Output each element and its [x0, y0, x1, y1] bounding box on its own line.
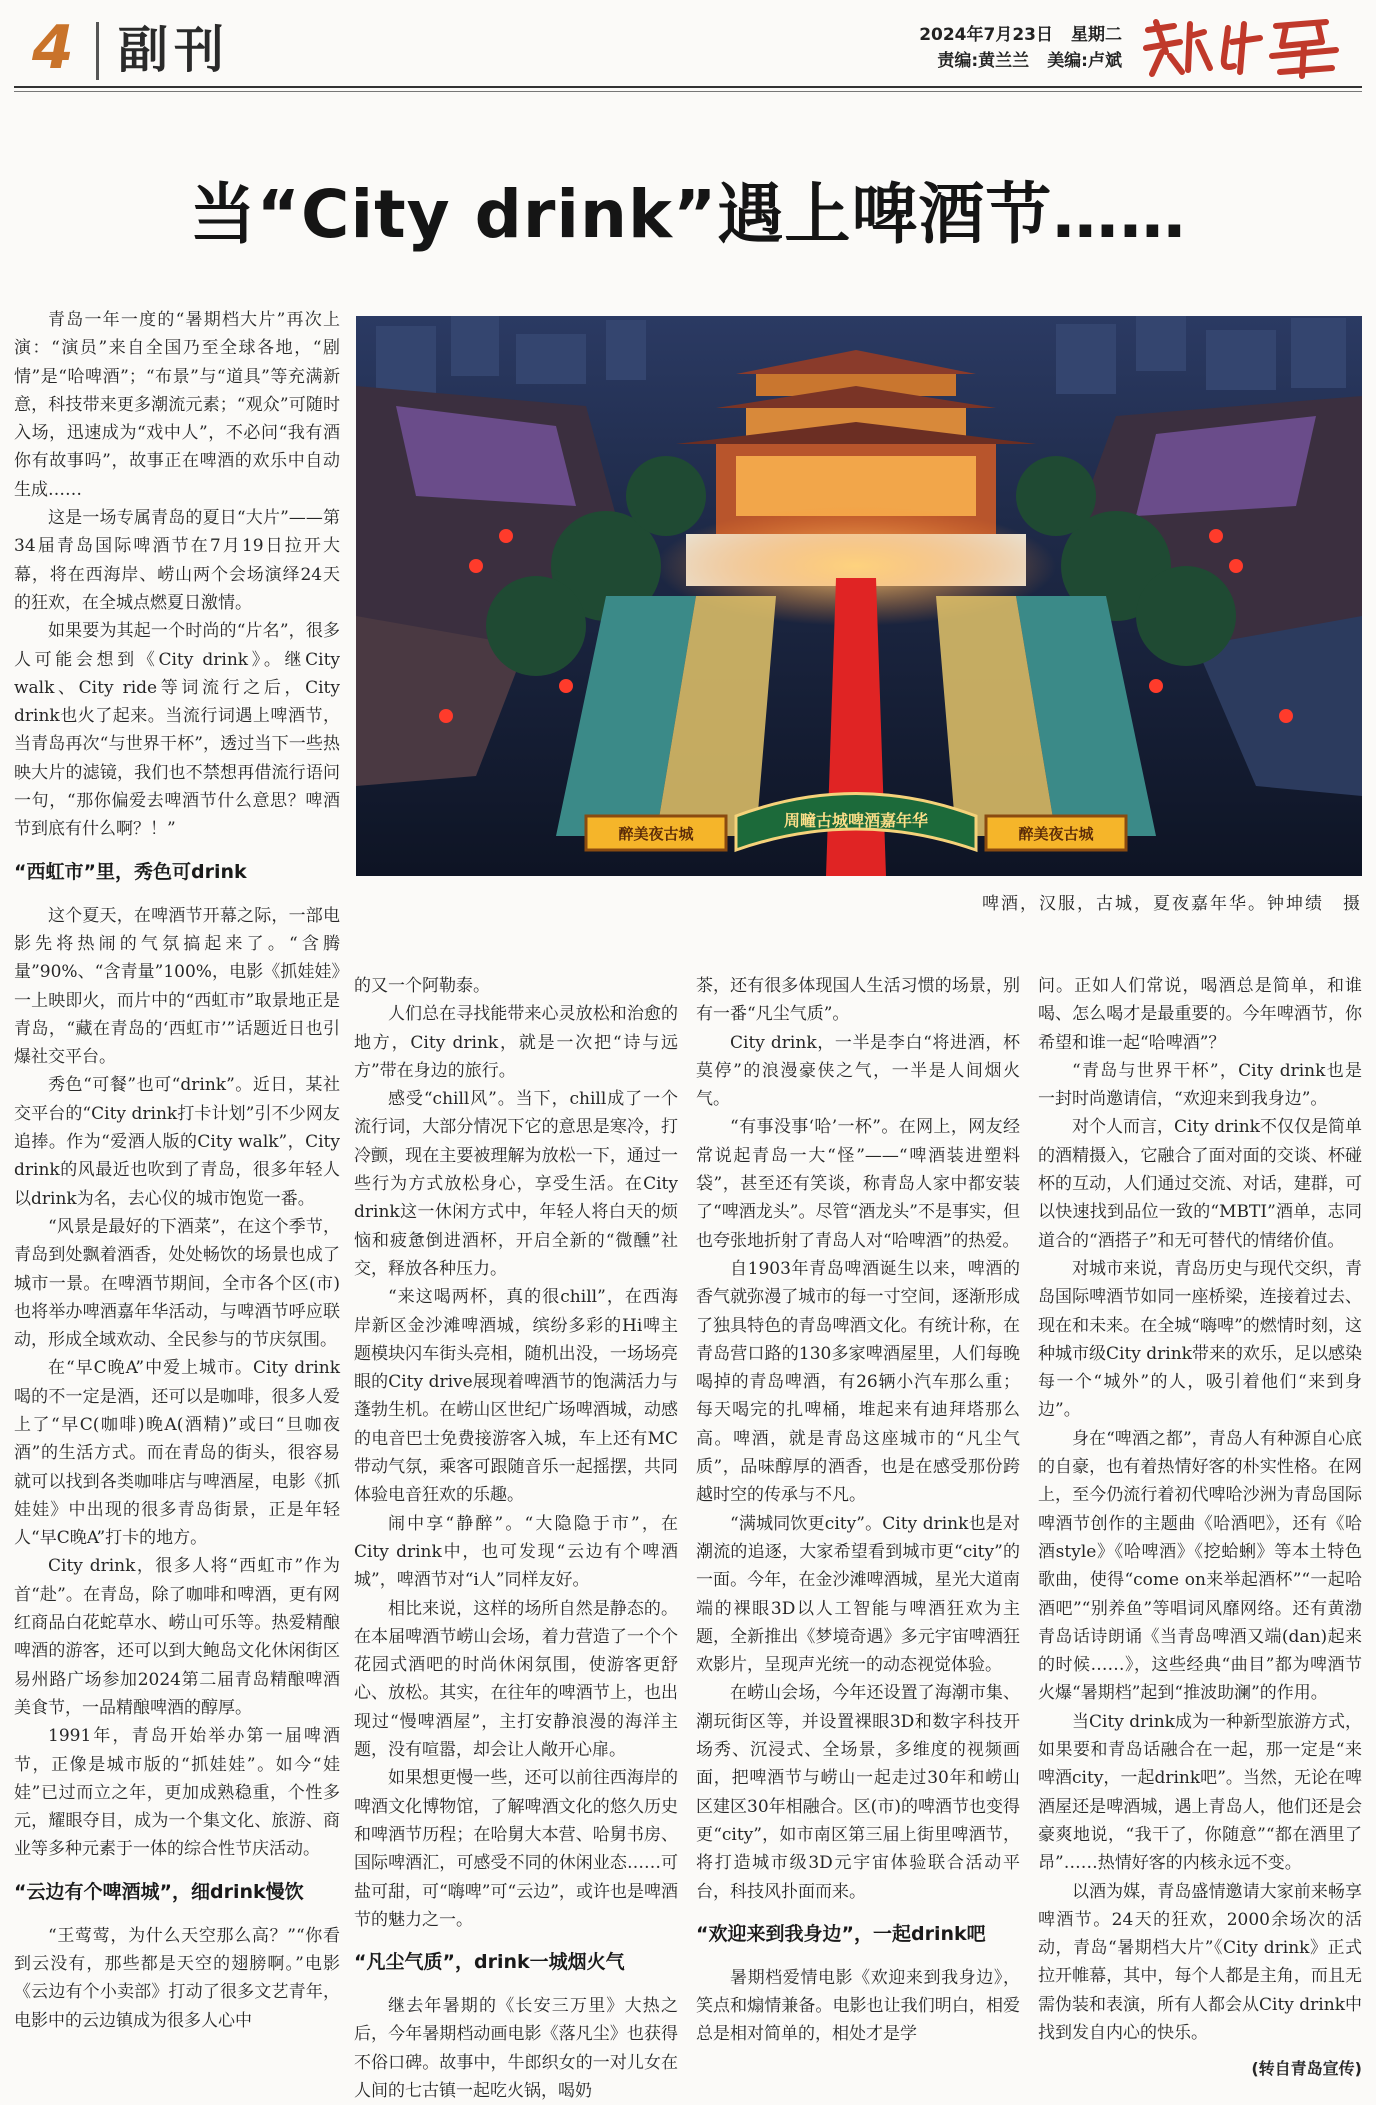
paragraph: 相比来说，这样的场所自然是静态的。在本届啤酒节崂山会场，着力营造了一个个花园式酒吧的时尚休闲氛围，使游客更舒心、放松。其实，在往年的啤酒节上，也出现过“慢啤酒屋”，主打安静浪漫的海洋主题，没有喧嚣，却会让人敞开心扉。: [354, 1598, 678, 1761]
paragraph: 闹中享“静醉”。“大隐隐于市”，在City drink中，也可发现“云边有个啤酒城”，啤酒节对“i人”同样友好。: [354, 1513, 678, 1591]
editor-credit: 责编:黄兰兰: [937, 51, 1030, 71]
paragraph-continued: 茶，还有很多体现国人生活习惯的场景，别有一番“凡尘气质”。: [696, 976, 1020, 1025]
designer-credit: 美编:卢斌: [1047, 51, 1122, 71]
masthead-rule: [14, 86, 1362, 88]
paragraph: 以酒为媒，青岛盛情邀请大家前来畅享啤酒节。24天的狂欢，2000余场次的活动，青岛“暑期档大片”《City drink》正式拉开帷幕，其中，每个人都是主角，而且无需伪装和表演，所有人都会从City drink中找到发自内心的快乐。: [1038, 1881, 1362, 2043]
article-column-3: [696, 972, 1020, 2049]
festival-photo-illustration: [356, 316, 1362, 876]
banner-right-text: 醉美夜古城: [1018, 825, 1094, 843]
paragraph: City drink，一半是李白“将进酒，杯莫停”的浪漫豪侠之气，一半是人间烟火气。: [696, 1032, 1020, 1110]
source-credit: (转自青岛宣传): [1251, 2059, 1362, 2079]
paragraph: 1991年，青岛开始举办第一届啤酒节，正像是城市版的“抓娃娃”。如今“娃娃”已过而立之年，更加成熟稳重，个性多元，耀眼夺目，成为一个集文化、旅游、商业等多种元素于一体的综合性节庆活动。: [14, 1726, 340, 1860]
subheading: “欢迎来到我身边”，一起drink吧: [696, 1922, 986, 1945]
paragraph: 感受“chill风”。当下，chill成了一个流行词，大部分情况下它的意思是寒冷，打冷颤，现在主要被理解为放松一下，通过一些行为方式放松身心，享受生活。在City drink这一休闲方式中，年轻人将白天的烦恼和疲惫倒进酒杯，开启全新的“微醺”社交，释放各种压力。: [354, 1089, 678, 1279]
article-headline: 当“City drink”遇上啤酒节……: [189, 176, 1187, 253]
article-column-4: [1038, 972, 1362, 2084]
paragraph: “有事没事‘哈’一杯”。在网上，网友经常说起青岛一大“怪”——“啤酒装进塑料袋”，甚至还有笑谈，称青岛人家中都安装了“啤酒龙头”。尽管“酒龙头”不是事实，但也夸张地折射了青岛人对“哈啤酒”的热爱。: [696, 1117, 1020, 1251]
issue-date: 2024年7月23日: [919, 25, 1053, 45]
masthead-divider: [96, 22, 99, 80]
section-title: 副刊: [118, 21, 230, 79]
masthead: [14, 8, 1362, 86]
paragraph: 自1903年青岛啤酒诞生以来，啤酒的香气就弥漫了城市的每一寸空间，逐渐形成了独具特色的青岛啤酒文化。有统计称，在青岛营口路的130多家啤酒屋里，人们每晚喝掉的青岛啤酒，有26辆小汽车那么重；每天喝完的扎啤桶，堆起来有迪拜塔那么高。啤酒，就是青岛这座城市的“凡尘气质”，品味醇厚的酒香，也是在感受那份跨越时空的传承与不凡。: [696, 1258, 1020, 1506]
issue-weekday: 星期二: [1071, 25, 1122, 45]
paragraph: 人们总在寻找能带来心灵放松和治愈的地方，City drink，就是一次把“诗与远方”带在身边的旅行。: [354, 1004, 678, 1081]
paragraph: 这是一场专属青岛的夏日“大片”——第34届青岛国际啤酒节在7月19日拉开大幕，将在西海岸、崂山两个会场演绎24天的狂欢，在全城点燃夏日激情。: [14, 508, 340, 613]
subheading: “凡尘气质”，drink一城烟火气: [354, 1951, 625, 1974]
article-column-1: [14, 306, 340, 2035]
paragraph: 对个人而言，City drink不仅仅是简单的酒精摄入，它融合了面对面的交谈、杯碰杯的互动，人们通过交流、对话，建群，可以快速找到品位一致的“MBTI”酒单，志同道合的“酒搭子”和无可替代的情绪价值。: [1038, 1117, 1362, 1251]
paragraph: “青岛与世界干杯”，City drink也是一封时尚邀请信，“欢迎来到我身边”。: [1038, 1060, 1362, 1110]
issue-info: [919, 22, 1122, 74]
paragraph: 在“早C晚A”中爱上城市。City drink喝的不一定是酒，还可以是咖啡，很多人爱上了“早C(咖啡)晚A(酒精)”或曰“旦咖夜酒”的生活方式。而在青岛的街头，很容易就可以找到各类咖啡店与啤酒屋，电影《抓娃娃》中出现的很多青岛街景，正是年轻人“早C晚A”打卡的地方。: [14, 1358, 340, 1549]
subheading: “西虹市”里，秀色可drink: [14, 860, 247, 883]
paragraph: “来这喝两杯，真的很chill”，在西海岸新区金沙滩啤酒城，缤纷多彩的Hi啤主题模块闪车街头亮相，随机出没，一场场亮眼的City drive展现着啤酒节的饱满活力与蓬勃生机。在崂山区世纪广场啤酒城，动感的电音巴士免费接游客入城，车上还有MC带动气氛，乘客可跟随音乐一起摇摆，共同体验电音狂欢的乐趣。: [354, 1287, 678, 1506]
paragraph: 如果想更慢一些，还可以前往西海岸的啤酒文化博物馆，了解啤酒文化的悠久历史和啤酒节历程；在哈舅大本营、哈舅书房、国际啤酒汇，可感受不同的休闲业态……可盐可甜，可“嗨啤”可“云边”，或许也是啤酒节的魅力之一。: [354, 1768, 678, 1930]
article-column-2: [354, 972, 678, 2105]
paragraph: 身在“啤酒之都”，青岛人有种源自心底的自豪，也有着热情好客的朴实性格。在网上，至今仍流行着初代啤哈沙洲为青岛国际啤酒节创作的主题曲《哈酒吧》，还有《哈酒style》《哈啤酒》《挖蛤蜊》等本土特色歌曲，使得“come on来举起酒杯”“一起哈酒吧”“别养鱼”等唱词风靡网络。还有黄渤青岛话诗朗诵《当青岛啤酒又端(dan)起来的时候……》，这些经典“曲目”都为啤酒节火爆“暑期档”起到“推波助澜”的作用。: [1038, 1428, 1362, 1704]
paragraph: 继去年暑期的《长安三万里》大热之后，今年暑期档动画电影《落凡尘》也获得不俗口碑。故事中，牛郎织女的一对儿女在人间的七古镇一起吃火锅，喝奶: [354, 1996, 678, 2101]
paragraph: 当City drink成为一种新型旅游方式，如果要和青岛话融合在一起，那一定是“来啤酒city，一起drink吧”。当然，无论在啤酒屋还是啤酒城，遇上青岛人，他们还是会豪爽地说，“我干了，你随意”“都在酒里了昂”……热情好客的内核永远不变。: [1038, 1711, 1362, 1874]
masthead-rule-thin: [14, 91, 1362, 92]
paragraph-continued: 问。正如人们常说，喝酒总是简单，和谁喝、怎么喝才是最重要的。今年啤酒节，你希望和谁一起“哈啤酒”？: [1038, 976, 1362, 1053]
subheading: “云边有个啤酒城”，细drink慢饮: [14, 1880, 304, 1903]
paragraph: “王莺莺，为什么天空那么高？”“你看到云没有，那些都是天空的翅膀啊。”电影《云边有个小卖部》打动了很多文艺青年，电影中的云边镇成为很多人心中: [14, 1925, 340, 2031]
paragraph: 秀色“可餐”也可“drink”。近日，某社交平台的“City drink打卡计划”引不少网友追捧。作为“爱酒人版的City walk”，City drink的风最近也吹到了青岛，很多年轻人以drink为名，去心仪的城市饱览一番。: [14, 1075, 340, 1209]
paragraph: City drink，很多人将“西虹市”作为首“赴”。在青岛，除了咖啡和啤酒，更有网红商品白花蛇草水、崂山可乐等。热爱精酿啤酒的游客，还可以到大鲍岛文化休闲街区易州路广场参加2024第二届青岛精酿啤酒美食节，一品精酿啤酒的醇厚。: [14, 1556, 340, 1718]
banner-left-text: 醉美夜古城: [618, 825, 694, 843]
paragraph: “风景是最好的下酒菜”，在这个季节，青岛到处飘着酒香，处处畅饮的场景也成了城市一景。在啤酒节期间，全市各个区(市)也将举办啤酒嘉年华活动，与啤酒节呼应联动，形成全域欢动、全民参与的节庆氛围。: [14, 1216, 340, 1351]
paragraph: “满城同饮更city”。City drink也是对潮流的追逐，大家希望看到城市更“city”的一面。今年，在金沙滩啤酒城，星光大道南端的裸眼3D以人工智能与啤酒狂欢为主题，全新推出《梦境奇遇》多元宇宙啤酒狂欢影片，呈现声光统一的动态视觉体验。: [696, 1513, 1020, 1676]
paragraph: 青岛一年一度的“暑期档大片”再次上演：“演员”来自全国乃至全球各地，“剧情”是“哈啤酒”；“布景”与“道具”等充满新意，科技带来更多潮流元素；“观众”可随时入场，迅速成为“戏中人”，不必问“我有酒你有故事吗”，故事正在啤酒的欢乐中自动生成……: [14, 310, 340, 500]
editor-line: [919, 48, 1122, 74]
paragraph: 这个夏天，在啤酒节开幕之际，一部电影先将热闹的气氛搞起来了。“含腾量”90%、“含青量”100%，电影《抓娃娃》一上映即火，而片中的“西虹市”取景地正是青岛，“藏在青岛的‘西虹市’”话题近日也引爆社交平台。: [14, 905, 340, 1068]
paragraph: 在崂山会场，今年还设置了海潮市集、潮玩街区等，并设置裸眼3D和数字科技开场秀、沉浸式、全场景，多维度的视频画面，把啤酒节与崂山一起走过30年和崂山区建区30年相融合。区(市)的啤酒节也变得更“city”，如市南区第三届上街里啤酒节，将打造城市级3D元宇宙体验联合活动平台，科技风扑面而来。: [696, 1683, 1020, 1902]
paragraph: 对城市来说，青岛历史与现代交织，青岛国际啤酒节如同一座桥梁，连接着过去、现在和未来。在全城“嗨啤”的燃情时刻，这种城市级City drink带来的欢乐，足以感染每一个“城外”的人，吸引着他们“来到身边”。: [1038, 1258, 1362, 1421]
paragraph: 暑期档爱情电影《欢迎来到我身边》，笑点和煽情兼备。电影也让我们明白，相爱总是相对简单的，相处才是学: [696, 1967, 1020, 2045]
page-number: 4: [32, 13, 74, 83]
calligraphy-newspaper-logo-icon: [1136, 12, 1356, 82]
festival-night-photo: [356, 316, 1362, 876]
paragraph-continued: 的又一个阿勒泰。: [354, 976, 490, 996]
paragraph: 如果要为其起一个时尚的“片名”，很多人可能会想到《City drink》。继City walk、City ride等词流行之后，City drink也火了起来。当流行词遇上啤酒节，当青岛再次“与世界干杯”，透过当下一些热映大片的滤镜，我们也不禁想再借流行语问一句，“那你偏爱去啤酒节什么意思？啤酒节到底有什么啊？！”: [14, 621, 340, 840]
banner-center-text: 周疃古城啤酒嘉年华: [783, 811, 929, 830]
issue-date-line: [919, 22, 1122, 48]
photo-caption: 啤酒，汉服，古城，夏夜嘉年华。钟坤绩 摄: [982, 894, 1362, 914]
